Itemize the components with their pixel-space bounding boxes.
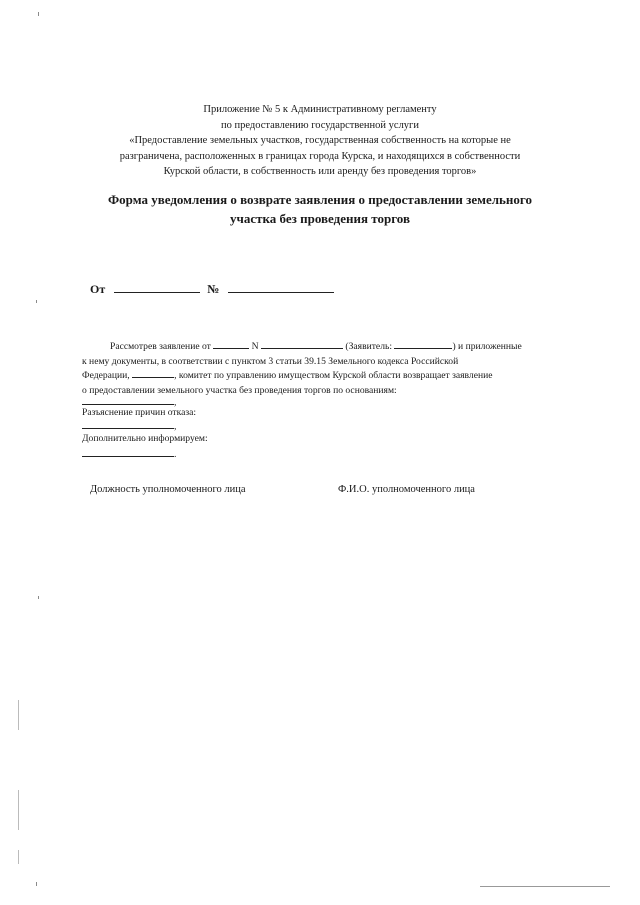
date-blank <box>213 340 249 349</box>
notice-body <box>82 340 559 398</box>
additional-label-row <box>82 433 208 444</box>
comma: , <box>174 397 177 408</box>
scan-mark <box>18 790 19 830</box>
body-line: о предоставлении земельного участка без проведения торгов по основаниям: <box>82 384 397 396</box>
scan-mark <box>36 882 37 886</box>
scan-mark <box>38 596 39 599</box>
comma: , <box>174 421 177 432</box>
body-line <box>82 340 559 355</box>
body-text: N <box>251 341 259 352</box>
from-label: От <box>90 282 106 296</box>
number-label: № <box>207 282 220 296</box>
form-title-line: участка без проведения торгов <box>230 211 410 226</box>
appendix-header <box>90 102 550 180</box>
grounds-blank <box>82 396 174 405</box>
application-number-blank <box>261 340 343 349</box>
appendix-line: по предоставлению государственной услуги <box>221 119 419 131</box>
body-line: к нему документы, в соответствии с пунктом 3 статьи 39.15 Земельного кодекса Российской <box>82 355 459 367</box>
reasons-label-row <box>82 407 196 418</box>
body-text: , комитет по управлению имуществом Курской области возвращает заявление <box>174 370 493 381</box>
scan-mark <box>480 886 610 887</box>
scan-mark <box>38 12 39 16</box>
body-text: Федерации, <box>82 370 130 381</box>
reasons-blank <box>82 420 174 429</box>
additional-row <box>82 448 176 460</box>
body-text: Рассмотрев заявление от <box>110 341 211 352</box>
form-title-line: Форма уведомления о возврате заявления о предоставлении земельного <box>108 192 532 207</box>
reasons-row <box>82 420 176 432</box>
appendix-line: «Предоставление земельных участков, государственная собственность на которые не <box>129 135 511 146</box>
from-blank <box>114 282 200 293</box>
signatory-position: Должность уполномоченного лица <box>90 484 246 495</box>
body-text: ) и приложенные <box>452 341 522 352</box>
appendix-line: Курской области, в собственность или аренду без проведения торгов» <box>163 166 477 177</box>
appendix-line: разграничена, расположенных в границах города Курска, и находящихся в собственности <box>119 150 521 162</box>
from-number-line <box>90 282 334 297</box>
additional-label: Дополнительно информируем: <box>82 433 208 444</box>
body-line <box>82 369 559 384</box>
appendix-line: Приложение № 5 к Административному регламенту <box>203 104 437 115</box>
form-title <box>80 190 560 228</box>
additional-blank <box>82 448 174 457</box>
scan-mark <box>36 300 37 303</box>
applicant-blank <box>394 340 452 349</box>
body-text: (Заявитель: <box>345 341 393 352</box>
article-blank <box>132 369 174 378</box>
reasons-label: Разъяснение причин отказа: <box>82 407 197 418</box>
scan-mark <box>18 850 19 864</box>
number-blank <box>228 282 334 293</box>
signatory-name: Ф.И.О. уполномоченного лица <box>338 484 475 495</box>
scan-mark <box>18 700 19 730</box>
period: . <box>174 449 177 460</box>
